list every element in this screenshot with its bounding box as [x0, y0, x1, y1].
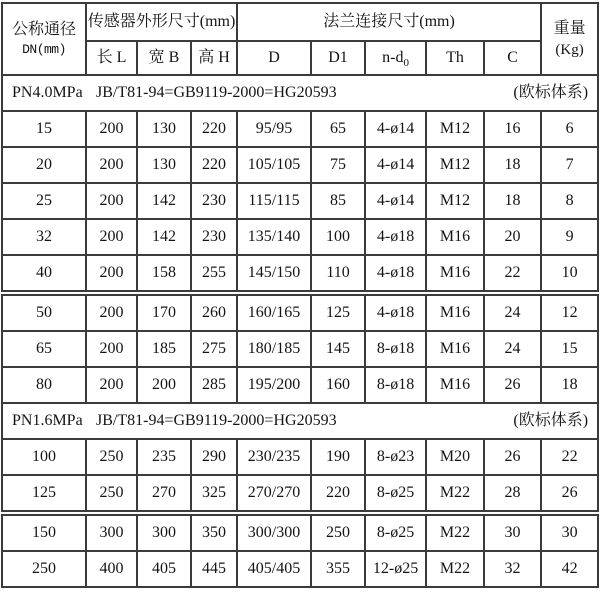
cell-flange-d: 115/115 [237, 183, 311, 219]
cell-thread-th: M12 [426, 111, 484, 147]
cell-dn: 125 [2, 475, 86, 513]
cell-thread-th: M16 [426, 255, 484, 293]
cell-length-l: 200 [86, 293, 137, 331]
cell-thread-th: M22 [426, 551, 484, 587]
col-header-d1: D1 [311, 41, 365, 75]
spec-row-dn-80 [2, 367, 598, 403]
header-group-row [2, 3, 598, 41]
cell-length-l: 300 [86, 513, 137, 551]
cell-thread-th: M16 [426, 331, 484, 367]
spec-row-dn-20 [2, 147, 598, 183]
cell-dn: 65 [2, 331, 86, 367]
cell-thickness-c: 30 [484, 513, 541, 551]
cell-length-l: 200 [86, 219, 137, 255]
cell-length-l: 200 [86, 183, 137, 219]
standard-system-note: (欧标体系) [513, 411, 589, 429]
cell-thickness-c: 20 [484, 219, 541, 255]
cell-height-h: 285 [191, 367, 237, 403]
cell-height-h: 255 [191, 255, 237, 293]
cell-weight-kg: 6 [541, 111, 598, 147]
spec-row-dn-250 [2, 551, 598, 587]
cell-thread-th: M16 [426, 219, 484, 255]
cell-weight-kg: 9 [541, 219, 598, 255]
cell-dn: 32 [2, 219, 86, 255]
cell-thickness-c: 18 [484, 183, 541, 219]
weight-unit: (Kg) [555, 41, 584, 58]
cell-length-l: 200 [86, 111, 137, 147]
pressure-rating: PN4.0MPa [12, 83, 83, 101]
col-group-sensor-dimensions: 传感器外形尺寸(mm) [86, 3, 237, 41]
col-header-height-h: 高 H [191, 41, 237, 75]
spec-row-dn-25 [2, 183, 598, 219]
cell-height-h: 260 [191, 293, 237, 331]
cell-bolt-holes: 4-ø14 [365, 183, 426, 219]
cell-thread-th: M16 [426, 367, 484, 403]
cell-flange-d1: 145 [311, 331, 365, 367]
col-header-dn [2, 3, 86, 75]
cell-flange-d: 160/165 [237, 293, 311, 331]
cell-width-b: 130 [137, 147, 191, 183]
cell-width-b: 235 [137, 439, 191, 475]
cell-width-b: 405 [137, 551, 191, 587]
cell-weight-kg: 15 [541, 331, 598, 367]
col-header-length-l: 长 L [86, 41, 137, 75]
cell-bolt-holes: 8-ø25 [365, 513, 426, 551]
col-header-weight [541, 3, 598, 75]
cell-flange-d: 180/185 [237, 331, 311, 367]
cell-height-h: 275 [191, 331, 237, 367]
spec-row-dn-150 [2, 513, 598, 551]
cell-flange-d: 95/95 [237, 111, 311, 147]
cell-thickness-c: 24 [484, 293, 541, 331]
cell-dn: 50 [2, 293, 86, 331]
cell-height-h: 220 [191, 147, 237, 183]
cell-width-b: 158 [137, 255, 191, 293]
cell-flange-d1: 110 [311, 255, 365, 293]
cell-dn: 150 [2, 513, 86, 551]
cell-flange-d1: 160 [311, 367, 365, 403]
cell-bolt-holes: 4-ø14 [365, 111, 426, 147]
cell-weight-kg: 42 [541, 551, 598, 587]
spec-row-dn-40 [2, 255, 598, 293]
cell-thickness-c: 28 [484, 475, 541, 513]
cell-bolt-holes: 4-ø18 [365, 219, 426, 255]
cell-flange-d1: 355 [311, 551, 365, 587]
cell-thread-th: M12 [426, 183, 484, 219]
cell-thickness-c: 32 [484, 551, 541, 587]
cell-flange-d1: 100 [311, 219, 365, 255]
header-sub-row [2, 41, 598, 75]
cell-flange-d: 405/405 [237, 551, 311, 587]
cell-thickness-c: 26 [484, 367, 541, 403]
cell-thickness-c: 16 [484, 111, 541, 147]
cell-height-h: 445 [191, 551, 237, 587]
cell-width-b: 185 [137, 331, 191, 367]
pressure-section-cell [2, 75, 598, 111]
cell-height-h: 230 [191, 219, 237, 255]
spec-row-dn-32 [2, 219, 598, 255]
cell-length-l: 200 [86, 367, 137, 403]
cell-width-b: 300 [137, 513, 191, 551]
spec-row-dn-15 [2, 111, 598, 147]
flange-standard: JB/T81-94=GB9119-2000=HG20593 [96, 83, 337, 101]
col-group-flange-dimensions: 法兰连接尺寸(mm) [237, 3, 541, 41]
cell-dn: 25 [2, 183, 86, 219]
dn-label-cn: 公称通径 [11, 20, 76, 38]
cell-flange-d: 105/105 [237, 147, 311, 183]
pressure-section-row [2, 75, 598, 111]
standard-system-note: (欧标体系) [513, 83, 589, 101]
cell-weight-kg: 12 [541, 293, 598, 331]
spec-row-dn-65 [2, 331, 598, 367]
cell-flange-d1: 220 [311, 475, 365, 513]
cell-thread-th: M22 [426, 513, 484, 551]
cell-flange-d1: 125 [311, 293, 365, 331]
cell-bolt-holes: 12-ø25 [365, 551, 426, 587]
cell-bolt-holes: 8-ø23 [365, 439, 426, 475]
spec-row-dn-100 [2, 439, 598, 475]
cell-dn: 250 [2, 551, 86, 587]
cell-length-l: 200 [86, 147, 137, 183]
cell-flange-d: 270/270 [237, 475, 311, 513]
cell-length-l: 250 [86, 475, 137, 513]
cell-thread-th: M22 [426, 475, 484, 513]
cell-flange-d1: 85 [311, 183, 365, 219]
pressure-section-cell [2, 403, 598, 439]
weight-label-cn: 重量 [553, 19, 586, 37]
cell-thickness-c: 24 [484, 331, 541, 367]
dn-label-en: DN(mm) [22, 42, 66, 58]
col-header-c: C [484, 41, 541, 75]
cell-flange-d: 230/235 [237, 439, 311, 475]
col-header-th: Th [426, 41, 484, 75]
table-body [2, 75, 598, 587]
cell-width-b: 142 [137, 183, 191, 219]
spec-row-dn-125 [2, 475, 598, 513]
cell-height-h: 220 [191, 111, 237, 147]
cell-flange-d: 300/300 [237, 513, 311, 551]
cell-width-b: 170 [137, 293, 191, 331]
cell-length-l: 200 [86, 255, 137, 293]
cell-bolt-holes: 4-ø18 [365, 255, 426, 293]
cell-height-h: 230 [191, 183, 237, 219]
cell-height-h: 350 [191, 513, 237, 551]
cell-dn: 15 [2, 111, 86, 147]
cell-length-l: 200 [86, 331, 137, 367]
flange-standard: JB/T81-94=GB9119-2000=HG20593 [96, 411, 337, 429]
cell-height-h: 290 [191, 439, 237, 475]
cell-weight-kg: 30 [541, 513, 598, 551]
cell-thread-th: M12 [426, 147, 484, 183]
cell-flange-d: 135/140 [237, 219, 311, 255]
cell-flange-d: 195/200 [237, 367, 311, 403]
cell-thread-th: M16 [426, 293, 484, 331]
cell-height-h: 325 [191, 475, 237, 513]
spec-table [1, 2, 599, 588]
cell-flange-d: 145/150 [237, 255, 311, 293]
col-header-d: D [237, 41, 311, 75]
cell-width-b: 200 [137, 367, 191, 403]
cell-dn: 100 [2, 439, 86, 475]
cell-dn: 40 [2, 255, 86, 293]
cell-width-b: 270 [137, 475, 191, 513]
cell-thread-th: M20 [426, 439, 484, 475]
col-header-n-d0: $n-d_0$ [365, 41, 426, 75]
cell-flange-d1: 65 [311, 111, 365, 147]
cell-flange-d1: 75 [311, 147, 365, 183]
cell-thickness-c: 22 [484, 255, 541, 293]
spec-row-dn-50 [2, 293, 598, 331]
cell-weight-kg: 26 [541, 475, 598, 513]
cell-weight-kg: 8 [541, 183, 598, 219]
cell-thickness-c: 18 [484, 147, 541, 183]
pressure-rating: PN1.6MPa [12, 411, 83, 429]
cell-flange-d1: 250 [311, 513, 365, 551]
cell-weight-kg: 7 [541, 147, 598, 183]
cell-length-l: 250 [86, 439, 137, 475]
cell-weight-kg: 10 [541, 255, 598, 293]
cell-dn: 20 [2, 147, 86, 183]
cell-bolt-holes: 8-ø25 [365, 475, 426, 513]
cell-weight-kg: 22 [541, 439, 598, 475]
cell-bolt-holes: 8-ø18 [365, 331, 426, 367]
cell-width-b: 142 [137, 219, 191, 255]
cell-thickness-c: 26 [484, 439, 541, 475]
cell-bolt-holes: 8-ø18 [365, 367, 426, 403]
cell-dn: 80 [2, 367, 86, 403]
cell-flange-d1: 190 [311, 439, 365, 475]
cell-bolt-holes: 4-ø14 [365, 147, 426, 183]
cell-bolt-holes: 4-ø18 [365, 293, 426, 331]
cell-width-b: 130 [137, 111, 191, 147]
pressure-section-row [2, 403, 598, 439]
table-header [2, 3, 598, 75]
cell-length-l: 400 [86, 551, 137, 587]
col-header-width-b: 宽 B [137, 41, 191, 75]
cell-weight-kg: 18 [541, 367, 598, 403]
